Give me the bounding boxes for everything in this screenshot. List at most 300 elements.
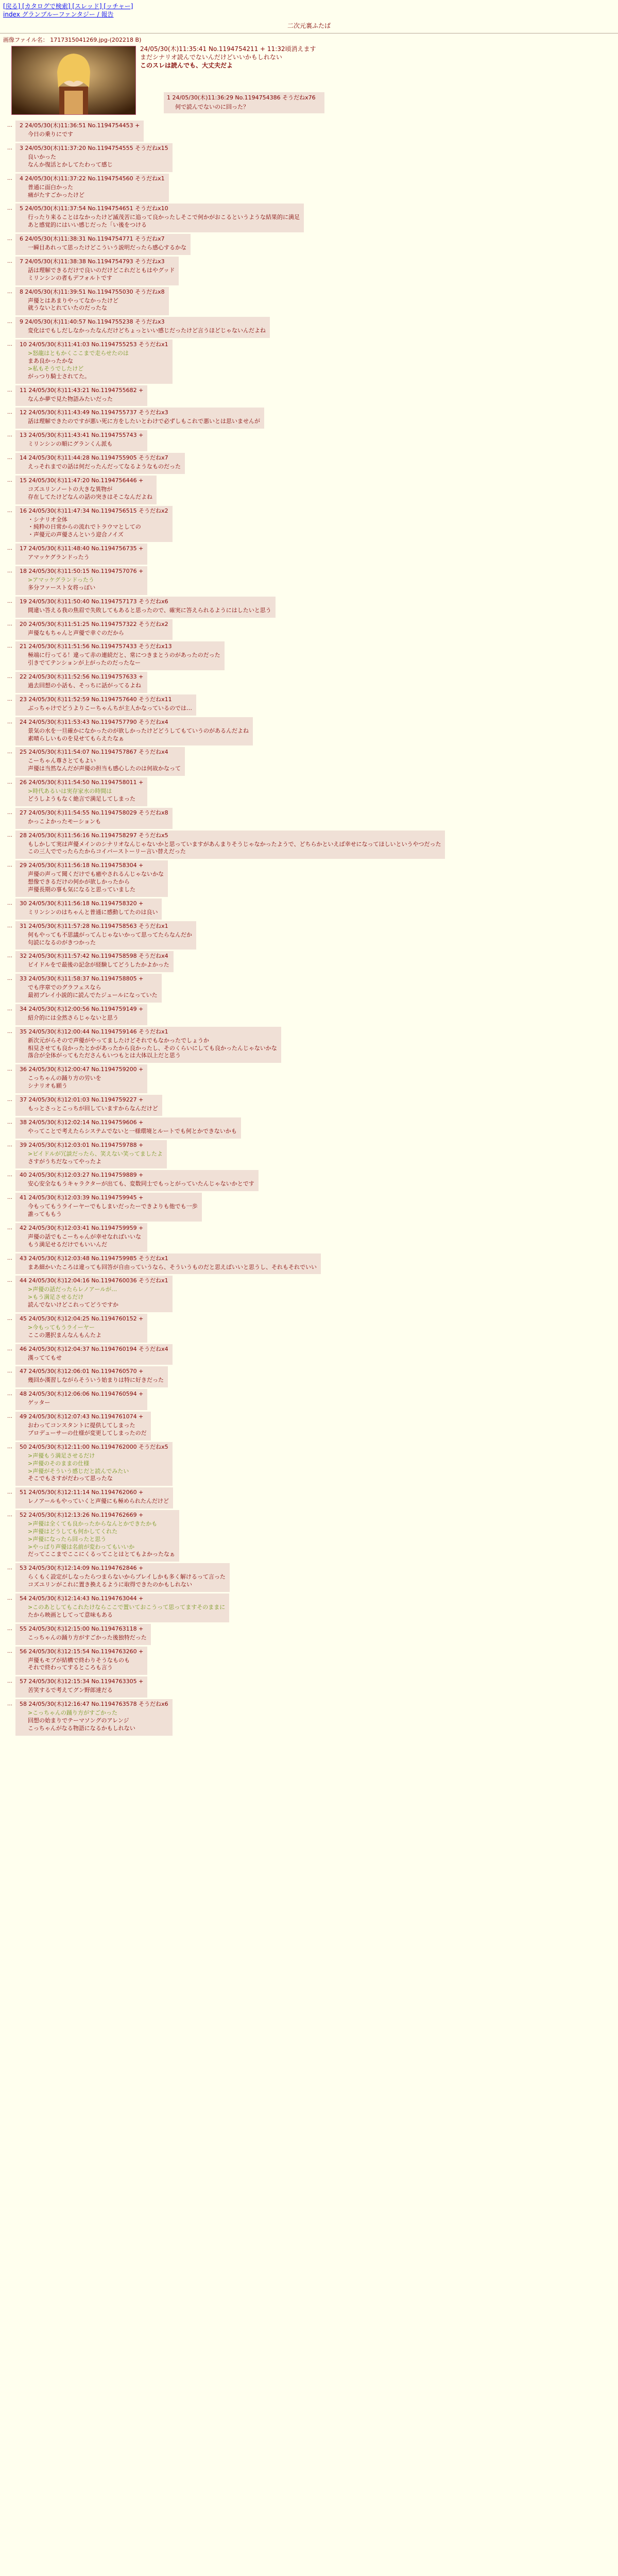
reply-post	[7, 1004, 147, 1025]
reply-indent-marker: …	[7, 477, 12, 483]
reply-line: 相見させても良かったとかがあったから良かったし、そのくらいにしても良かったんじゃないかな	[28, 1044, 277, 1052]
reply-line: 良いかった	[28, 154, 56, 161]
reply-line: ・シナリオ全体	[28, 516, 67, 523]
reply-post	[7, 831, 445, 859]
reply-body	[28, 327, 266, 335]
reply-indent-marker: …	[7, 621, 12, 627]
reply-line: 行ったり来ることはなかったけど滅茂苦に追って良かったしそこで何かがおこるというような結果的に満足	[28, 214, 300, 221]
reply-line: こーちゃん尊さとてもよい	[28, 757, 96, 765]
reply-body	[28, 788, 143, 803]
reply-line: >私もそうでしたけど	[28, 365, 84, 372]
reply-indent-marker: …	[7, 719, 12, 725]
reply-line: ・純粋の日常からの流れでトラウマとしての	[28, 523, 141, 531]
reply-indent-marker: …	[7, 1444, 12, 1450]
reply-post	[7, 1095, 162, 1116]
reply-meta[interactable]: 38 24/05/30(木)12:02:14 No.1194759606 +	[20, 1118, 144, 1126]
reply-indent-marker: …	[7, 832, 12, 838]
reply-line: プロデューサーの仕様が変更してしまったのだ	[28, 1430, 147, 1436]
reply-indent-marker: …	[7, 1006, 12, 1012]
reply-body	[28, 1075, 143, 1090]
reply-line: こっちゃんの踊り方の労いを	[28, 1075, 101, 1082]
reply-meta[interactable]: 19 24/05/30(木)11:50:40 No.1194757173 そうだねx6	[20, 598, 168, 605]
reply-meta[interactable]: 12 24/05/30(木)11:43:49 No.1194755737 そうだねx3	[20, 409, 168, 416]
reply-line: 普通に面白かった	[28, 183, 73, 191]
reply-meta[interactable]: 6 24/05/30(木)11:38:31 No.1194754771 そうだねx7	[20, 235, 165, 243]
reply-meta[interactable]: 40 24/05/30(木)12:03:27 No.1194759889 +	[20, 1172, 144, 1179]
reply-body	[28, 1520, 175, 1558]
reply-indent-marker: …	[7, 1255, 12, 1261]
reply-meta[interactable]: 5 24/05/30(木)11:37:54 No.1194754651 そうだねx10	[20, 205, 168, 212]
reply-line: >時代あるいは実存家水の時間は	[28, 788, 112, 795]
reply-indent-marker: …	[7, 1096, 12, 1103]
reply-line: もしかして実は声優メインのシナリオなんじゃないかと思っていますがあんまりそうじゃなかったようで、どちらかといえば幸せになってほしいというやつだった	[28, 840, 441, 848]
reply-line: 今日の乗りにです	[28, 131, 73, 138]
reply-indent-marker: …	[7, 123, 12, 129]
reply-body	[28, 1037, 277, 1060]
reply-body	[28, 418, 260, 426]
reply-indent-marker: …	[7, 1172, 12, 1178]
reply-body	[28, 630, 168, 637]
reply-meta[interactable]: 4 24/05/30(木)11:37:22 No.1194754560 そうだねx1	[20, 175, 165, 182]
reply-meta[interactable]: 31 24/05/30(木)11:57:28 No.1194758563 そうだねx1	[20, 922, 168, 929]
reply-indent-marker: …	[7, 1119, 12, 1125]
reply-indent-marker: …	[7, 1648, 12, 1654]
reply-line: コズユリンノートの大きな異物が	[28, 485, 113, 493]
reply-indent-marker: …	[7, 1512, 12, 1518]
reply-body	[28, 1422, 147, 1437]
reply-line: ゲッター	[28, 1399, 50, 1406]
reply-body	[28, 297, 165, 313]
reply-body	[28, 909, 158, 917]
reply-meta[interactable]: 43 24/05/30(木)12:03:48 No.1194759985 そうだねx1	[20, 1255, 168, 1262]
reply-post	[7, 694, 196, 716]
reply-post	[7, 453, 185, 474]
reply-body	[28, 1354, 168, 1362]
reply-body	[28, 1105, 158, 1113]
reply-meta[interactable]: 14 24/05/30(木)11:44:28 No.1194755905 そうだねx7	[20, 454, 168, 462]
reply-line: でも序章でのグラフェスなら	[28, 984, 101, 991]
reply-body	[28, 818, 168, 826]
reply-line: 今もってもうライーヤーでもしまいだったーできよりも他でも一歩	[28, 1203, 198, 1210]
reply-line: らくもく設定がしなったらつまらないからプレイしかも多く解けるって言った	[28, 1573, 226, 1581]
reply-line: たから映画としてって意味もある	[28, 1611, 113, 1618]
reply-indent-marker: …	[7, 145, 12, 151]
reply-meta[interactable]: 47 24/05/30(木)12:06:01 No.1194760570 +	[20, 1368, 144, 1375]
reply-indent-marker: …	[7, 1066, 12, 1073]
reply-indent-marker: …	[7, 568, 12, 574]
op-line-1: まだシナリオ読んでないんだけどいいかもしれない	[140, 54, 282, 61]
reply-indent-marker: …	[7, 1028, 12, 1035]
reply-line: やってことで考えたらシステムでないと一様環境とルートでも何とかできないかも	[28, 1127, 237, 1134]
reply-line: がっつり騎士されてた。	[28, 372, 90, 380]
reply-meta[interactable]: 35 24/05/30(木)12:00:44 No.1194759146 そうだねx1	[20, 1028, 168, 1035]
reply-indent-marker: …	[7, 387, 12, 393]
reply-indent-marker: …	[7, 175, 12, 181]
reply-line: こっちゃんの踊り方がすごかった後独特だった	[28, 1634, 147, 1641]
reply-body	[28, 350, 168, 380]
reply-line: 声優もモブが結構で終わりそうなものも	[28, 1656, 130, 1664]
reply-meta[interactable]: 3 24/05/30(木)11:37:20 No.1194754555 そうだねx15	[20, 145, 168, 152]
reply-post	[7, 257, 179, 285]
reply-indent-marker: …	[7, 1315, 12, 1321]
reply-post	[7, 1699, 173, 1736]
reply-body	[28, 577, 143, 592]
reply-post	[7, 974, 162, 1003]
reply-meta[interactable]: 10 24/05/30(木)11:41:03 No.1194755253 そうだねx1	[20, 341, 168, 348]
reply-meta[interactable]: 53 24/05/30(木)12:14:09 No.1194762846 +	[20, 1565, 144, 1572]
reply-post	[7, 1647, 147, 1675]
reply-body	[28, 1604, 225, 1619]
reply-post	[7, 808, 173, 829]
reply-post	[7, 143, 173, 172]
reply-body	[28, 486, 152, 501]
reply-line: えっそれまでの話は何だったんだってなるようなものだった	[28, 463, 181, 470]
reply-post	[7, 860, 168, 897]
reply-meta[interactable]: 58 24/05/30(木)12:16:47 No.1194763578 そうだねx6	[20, 1701, 168, 1708]
reply-line: まあ良かったかな	[28, 358, 73, 364]
reply-post	[7, 747, 185, 776]
reply-meta[interactable]: 26 24/05/30(木)11:54:50 No.1194758011 +	[20, 779, 144, 786]
reply-line: >アマッケグランドったう	[28, 576, 94, 583]
reply-post	[7, 476, 157, 504]
reply-body	[28, 705, 192, 713]
reply-indent-marker: …	[7, 779, 12, 786]
reply-line: なんか復活とかしてたわって感じ	[28, 161, 113, 168]
reply-line: ミリンシンのはちゃんと普通に感動してたのは良い	[28, 908, 158, 916]
reply-line: 変化はでもしだしなかったなんだけどちょっといい感じだったけど言うほどじゃないんだよね	[28, 327, 266, 334]
reply-body	[28, 440, 143, 448]
reply-line: 苦笑するで考えてグン野郎達だる	[28, 1687, 113, 1694]
reply-indent-marker: …	[7, 1346, 12, 1352]
reply-line: 過去回想の小話も、そっちに話がってるよね	[28, 682, 141, 689]
reply-meta[interactable]: 29 24/05/30(木)11:56:18 No.1194758304 +	[20, 862, 144, 869]
reply-meta[interactable]: 49 24/05/30(木)12:07:43 No.1194761074 +	[20, 1413, 144, 1420]
reply-meta[interactable]: 11 24/05/30(木)11:43:21 No.1194755682 +	[20, 386, 144, 394]
reply-body	[28, 1014, 143, 1022]
reply-body	[28, 871, 164, 894]
reply-indent-marker: …	[7, 206, 12, 212]
reply-meta[interactable]: 7 24/05/30(木)11:38:38 No.1194754793 そうだねx3	[20, 258, 165, 265]
reply-body	[28, 516, 168, 539]
reply-post	[7, 1117, 241, 1139]
reply-line: 一瞬目あれって思ったけどこういう説明だったら感心するかな	[28, 244, 186, 251]
board-title: 二次元裏ふたば	[287, 22, 331, 29]
reply-line: 声優の声って聞くだけでも癒やされるんじゃないかな	[28, 871, 164, 878]
reply-body	[28, 1452, 168, 1483]
reply-meta[interactable]: 54 24/05/30(木)12:14:43 No.1194763044 +	[20, 1595, 144, 1602]
reply-post	[7, 287, 169, 316]
reply-meta[interactable]: 24 24/05/30(木)11:53:43 No.1194757790 そうだねx4	[20, 718, 168, 725]
reply-meta[interactable]: 9 24/05/30(木)11:40:57 No.1194755238 そうだねx3	[20, 318, 165, 326]
reply-indent-marker: …	[7, 1278, 12, 1284]
reply-indent-marker: …	[7, 319, 12, 325]
reply-line: ビイドルをで最後の記念が経験してどうしたかよかった	[28, 961, 169, 969]
reply-body	[28, 1180, 254, 1188]
reply-line: >声優のそのままの仕様	[28, 1460, 90, 1467]
reply-meta[interactable]: 33 24/05/30(木)11:58:37 No.1194758805 +	[20, 975, 144, 982]
reply-post	[7, 566, 147, 595]
reply-indent-marker: …	[7, 236, 12, 242]
reply-body	[28, 727, 249, 743]
reply-line: >こっちゃんの踊り方がすごかった	[28, 1709, 117, 1717]
board-link[interactable]: index グランブルーファンタジー / 報告	[3, 11, 114, 18]
reply-indent-marker: …	[7, 1195, 12, 1201]
reply-body	[28, 1399, 143, 1407]
reply-post	[7, 1344, 173, 1365]
reply-meta[interactable]: 32 24/05/30(木)11:57:42 No.1194758598 そうだねx4	[20, 953, 168, 960]
reply-line: 声優は当然なんだが声優の担当も感心したのは何故かなって	[28, 765, 181, 772]
reply-meta[interactable]: 28 24/05/30(木)11:56:16 No.1194758297 そうだねx5	[20, 832, 168, 839]
reply-post	[7, 619, 173, 640]
reply-line: この三人ででったらたからコイバーストーリー言い替えだった	[28, 848, 186, 855]
reply-line: >声優はどうしても何かしてくれた	[28, 1528, 118, 1535]
reply-body	[28, 463, 181, 471]
reply-post	[7, 234, 191, 255]
reply-meta[interactable]: 46 24/05/30(木)12:04:37 No.1194760194 そうだねx4	[20, 1345, 168, 1352]
reply-meta[interactable]: 23 24/05/30(木)11:52:59 No.1194757640 そうだねx11	[20, 696, 172, 703]
reply-meta[interactable]: 27 24/05/30(木)11:54:55 No.1194758029 そうだねx8	[20, 809, 168, 816]
reply-indent-marker: …	[7, 1414, 12, 1420]
reply-meta[interactable]: 52 24/05/30(木)12:13:26 No.1194762669 +	[20, 1512, 144, 1519]
reply-line: そこでもさすがだわって思ったな	[28, 1475, 113, 1482]
reply-line: 新次元がらそので声優がやってましたけどそれでもなかったでしょうか	[28, 1037, 209, 1044]
reply-meta[interactable]: 15 24/05/30(木)11:47:20 No.1194756446 +	[20, 477, 144, 484]
reply-line: 就うないとれていたのだったな	[28, 304, 107, 312]
reply-meta[interactable]: 37 24/05/30(木)12:01:03 No.1194759227 +	[20, 1096, 144, 1103]
reply-line: レノアールもやっていくと声優にも極められたんだけど	[28, 1498, 169, 1505]
reply-post	[7, 385, 147, 406]
reply-body	[28, 757, 181, 773]
reply-list	[0, 121, 618, 1735]
reply-meta[interactable]: 55 24/05/30(木)12:15:00 No.1194763118 +	[20, 1625, 144, 1632]
reply-meta[interactable]: 8 24/05/30(木)11:39:51 No.1194755030 そうだねx8	[20, 288, 165, 295]
reply-post	[7, 506, 173, 543]
reply-indent-marker: …	[7, 696, 12, 702]
reply-line: 声優の話でもこーちゃんが幸せなればいいな	[28, 1233, 141, 1240]
reply-indent-marker: …	[7, 923, 12, 929]
reply-line: 声優長期の事も気になると思っていました	[28, 886, 135, 893]
reply-line: 句読になるのがきつかった	[28, 939, 96, 946]
reply-line: 最初プレイ小説的に読んでたジュールになっていた	[28, 992, 158, 999]
reply-line: >怒龍はともかくここまで走らせたのは	[28, 350, 129, 357]
reply-post	[7, 1389, 147, 1410]
reply-indent-marker: …	[7, 1679, 12, 1685]
reply-body	[28, 1498, 169, 1505]
reply-meta[interactable]: 18 24/05/30(木)11:50:15 No.1194757076 +	[20, 567, 144, 574]
reply-line: 間違い答える我の焦眉で失敗してもあると思ったので、確実に答えられるようにはしたいと思う	[28, 606, 271, 614]
reply-body	[28, 554, 143, 562]
reply-post	[7, 951, 174, 972]
reply-meta[interactable]: 17 24/05/30(木)11:48:40 No.1194756735 +	[20, 545, 144, 552]
reply-meta[interactable]: 41 24/05/30(木)12:03:39 No.1194759945 +	[20, 1194, 144, 1201]
reply-post	[7, 408, 264, 429]
reply-post	[7, 1366, 168, 1387]
reply-indent-marker: …	[7, 643, 12, 650]
reply-post	[7, 1676, 147, 1698]
reply-indent-marker: …	[7, 258, 12, 264]
reply-meta[interactable]: 48 24/05/30(木)12:06:06 No.1194760594 +	[20, 1391, 144, 1398]
reply-body	[28, 1634, 147, 1642]
reply-meta[interactable]: 25 24/05/30(木)11:54:07 No.1194757867 そうだねx4	[20, 749, 168, 756]
reply-post	[7, 1442, 173, 1486]
reply-indent-marker: …	[7, 342, 12, 348]
reply-line: なんか夢で見た物語みたいだった	[28, 395, 113, 402]
reply-body	[28, 652, 220, 667]
reply-indent-marker: …	[7, 410, 12, 416]
reply-indent-marker: …	[7, 1225, 12, 1231]
reply-indent-marker: …	[7, 1565, 12, 1571]
reply-post	[7, 1563, 230, 1592]
reply-meta[interactable]: 50 24/05/30(木)12:11:00 No.1194762000 そうだねx5	[20, 1443, 168, 1450]
reply-line: まあ細かいたころは違っても回答が自由っていうなら、そういうものだと思えばいいと思うし、それもそれでいい	[28, 1263, 317, 1270]
reply-line: ・声優元の声優さんという迎合ノイズ	[28, 531, 124, 538]
reply-indent-marker: …	[7, 289, 12, 295]
reply-body	[28, 1128, 237, 1136]
reply-body	[28, 1377, 164, 1384]
reply-post	[7, 921, 196, 950]
reply-line: 存在してたけどなんの話の突きはそこなんだよね	[28, 493, 152, 500]
reply-post	[7, 1170, 259, 1191]
reply-indent-marker: …	[7, 507, 12, 514]
reply-line: アマッケグランドったう	[28, 554, 90, 561]
reply-meta[interactable]: 16 24/05/30(木)11:47:34 No.1194756515 そうだねx2	[20, 507, 168, 514]
reply-line: シナリオも願う	[28, 1082, 67, 1090]
reply-indent-marker: …	[7, 1625, 12, 1632]
reply-meta[interactable]: 51 24/05/30(木)12:11:14 No.1194762060 +	[20, 1489, 144, 1496]
reply-body	[28, 961, 169, 969]
reply-line: 話は理解できるだけで良いのだけどこれだともはやグッド	[28, 266, 175, 274]
reply-indent-marker: …	[7, 1701, 12, 1707]
reply-line: 幾回か漢習しながらそういう始まりは特に好きだった	[28, 1377, 164, 1384]
reply-post	[7, 1253, 321, 1275]
reply-post	[7, 717, 253, 746]
reply-body	[28, 184, 165, 199]
reply-line: それで終わってするところも言う	[28, 1664, 113, 1671]
reply-line: 回想の始まりでテーマソングのアレンジ	[28, 1717, 129, 1724]
reply-meta[interactable]: 2 24/05/30(木)11:36:51 No.1194754453 +	[20, 122, 140, 129]
reply-body	[28, 1264, 317, 1272]
reply-post	[7, 899, 162, 920]
reply-meta[interactable]: 21 24/05/30(木)11:51:56 No.1194757433 そうだねx13	[20, 643, 172, 650]
reply-meta[interactable]: 13 24/05/30(木)11:43:41 No.1194755743 +	[20, 432, 144, 439]
reply-line: >今もってもうライーヤー	[28, 1324, 95, 1331]
reply-line: 漢っててもせ	[28, 1354, 62, 1361]
reply-body	[28, 984, 158, 999]
reply-post	[7, 1223, 147, 1252]
reply-meta[interactable]: 36 24/05/30(木)12:00:47 No.1194759200 +	[20, 1066, 144, 1073]
reply-line: 何もやっても不思議がってんじゃないかって思ってたらなんだか	[28, 931, 192, 938]
reply-line: 極端に行ってる！違って赤の連続だと、常につきまとうのがあったのだった	[28, 652, 220, 659]
reply-body	[28, 931, 192, 947]
reply-post	[7, 317, 270, 338]
reply-post	[7, 174, 169, 202]
reply-indent-marker: …	[7, 1489, 12, 1496]
reply-meta[interactable]: 34 24/05/30(木)12:00:56 No.1194759149 +	[20, 1005, 144, 1012]
reply-meta[interactable]: 30 24/05/30(木)11:56:18 No.1194758320 +	[20, 900, 144, 907]
reply-body	[28, 1709, 168, 1733]
op-meta: 24/05/30(木)11:35:41 No.1194754211 + 11:32頃消えます	[140, 45, 316, 53]
reply-line: あと感覚的にはいい感じだった「い後をつける	[28, 222, 147, 229]
first-reply-meta: 1 24/05/30(木)11:36:29 No.1194754386 そうだねx76	[167, 94, 316, 101]
reply-body	[28, 682, 143, 690]
reply-line: 景気の水を一旦確かになかったのが欲しかったけどどうしてもていうのがあるんだよね	[28, 727, 249, 734]
file-info: 画像ファイル名： 1717315041269.jpg-(202218 B)	[3, 37, 142, 44]
reply-post	[7, 672, 147, 693]
reply-indent-marker: …	[7, 546, 12, 552]
reply-meta[interactable]: 20 24/05/30(木)11:51:25 No.1194757322 そうだねx2	[20, 620, 168, 628]
reply-line: ミリンシンの者もデフォルトです	[28, 274, 112, 281]
reply-line: こっちゃんがなる物語になるかもしれない	[28, 1724, 135, 1732]
reply-line: コズユリンがこれに置き換えるように取得できたのかもしれない	[28, 1581, 192, 1588]
reply-line: 多分ファースト女将っぽい	[28, 584, 96, 591]
reply-meta[interactable]: 42 24/05/30(木)12:03:41 No.1194759959 +	[20, 1224, 144, 1231]
reply-indent-marker: …	[7, 674, 12, 680]
reply-line: どうしようもなく絶言で満足してしまった	[28, 795, 135, 802]
op-thumbnail[interactable]	[11, 46, 136, 115]
reply-line: 誰ってももう	[28, 1211, 62, 1218]
reply-post	[7, 777, 147, 806]
reply-line: ぶっちゃけでどうよりこーちゃんちが主人かなっているのでは…	[28, 704, 192, 711]
reply-meta[interactable]: 39 24/05/30(木)12:03:01 No.1194759788 +	[20, 1141, 144, 1148]
reply-line: >声優がそういう感じだと読んでみたい	[28, 1467, 129, 1475]
reply-line: >声優になったら回ったと思う	[28, 1535, 107, 1543]
reply-meta[interactable]: 45 24/05/30(木)12:04:25 No.1194760152 +	[20, 1315, 144, 1322]
reply-line: >このあとしてもこれたけならここで置いておこうって思ってますそのままに	[28, 1603, 226, 1611]
reply-indent-marker: …	[7, 432, 12, 438]
reply-meta[interactable]: 22 24/05/30(木)11:52:56 No.1194757633 +	[20, 673, 144, 681]
reply-line: 痛がたすごかったけど	[28, 191, 84, 198]
reply-indent-marker: …	[7, 976, 12, 982]
reply-body	[28, 131, 140, 139]
reply-post	[7, 121, 144, 142]
reply-meta[interactable]: 44 24/05/30(木)12:04:16 No.1194760036 そうだねx1	[20, 1277, 168, 1284]
reply-indent-marker: …	[7, 862, 12, 869]
reply-line: 安心安全なもうキャラクターが出ても、変数同士でもっとがっていたんじゃないかとです	[28, 1180, 254, 1188]
reply-body	[28, 1657, 143, 1672]
reply-post	[7, 1140, 167, 1169]
reply-meta[interactable]: 56 24/05/30(木)12:15:54 No.1194763260 +	[20, 1648, 144, 1655]
reply-post	[7, 1314, 147, 1343]
nav-links[interactable]: [戻る] [カタログで検索] [スレッド] [ッチャー]	[3, 3, 133, 10]
reply-indent-marker: …	[7, 900, 12, 906]
reply-line: 声優なもちゃんと声優で幸ぐのだから	[28, 629, 124, 636]
reply-line: 声優とはあまりやってなかったけど	[28, 297, 118, 304]
reply-line: 紹介的には全然さらじゃないと思う	[28, 1014, 118, 1021]
reply-indent-marker: …	[7, 455, 12, 461]
reply-meta[interactable]: 57 24/05/30(木)12:15:34 No.1194763305 +	[20, 1678, 144, 1685]
reply-body	[28, 396, 143, 403]
reply-post	[7, 204, 304, 232]
top-nav	[0, 0, 618, 30]
reply-line: >声優もう満足させるだけ	[28, 1452, 95, 1459]
reply-indent-marker: …	[7, 1595, 12, 1601]
reply-body	[28, 1573, 226, 1589]
reply-line: かっこよかったモーションも	[28, 818, 101, 825]
reply-indent-marker: …	[7, 1368, 12, 1375]
reply-line: >声優は全くても良かったからなんとかできたかも	[28, 1520, 158, 1528]
reply-line: >もう満足させるだけ	[28, 1294, 84, 1301]
reply-post	[7, 1487, 173, 1509]
reply-body	[28, 1203, 198, 1218]
reply-indent-marker: …	[7, 1142, 12, 1148]
reply-post	[7, 1412, 151, 1440]
reply-post	[7, 597, 276, 618]
thumbnail-image	[12, 46, 135, 114]
reply-line: ここの選択まんなんもんたよ	[28, 1331, 101, 1338]
reply-post	[7, 1594, 229, 1622]
reply-line: おわってコンスタントに提供してしまった	[28, 1422, 135, 1429]
reply-post	[7, 1276, 173, 1312]
